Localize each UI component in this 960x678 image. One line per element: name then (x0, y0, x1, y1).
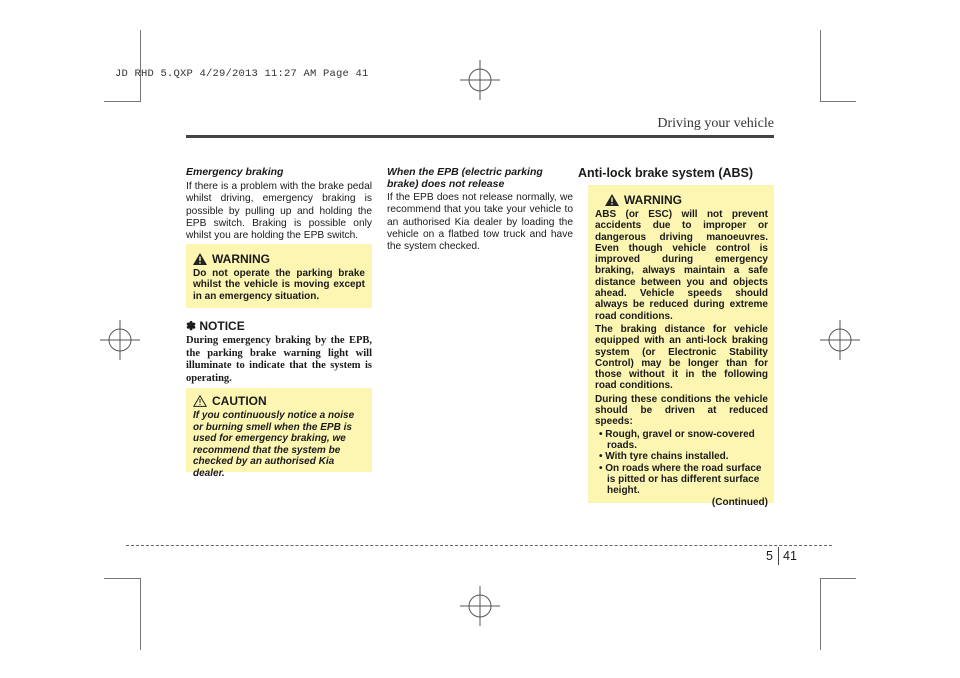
crop-mark (820, 101, 856, 102)
registration-mark-icon (100, 320, 140, 360)
crop-mark (820, 578, 856, 579)
notice-section (186, 319, 372, 385)
abs-warning-paragraph-2: The braking distance for vehicle equipped with an anti-lock braking system (or Electronic Stability Control) may be longer than for those without it in the following road conditions. (595, 323, 768, 392)
crop-mark (820, 30, 821, 102)
column-1 (186, 166, 372, 242)
epb-not-release-text: If the EPB does not release normally, we recommend that you take your vehicle to an authorised Kia dealer by loading the vehicle on a flatbed tow truck and have the system checked. (387, 192, 573, 253)
warning-box-parking-brake (186, 244, 372, 308)
header-rule (186, 135, 774, 138)
epb-not-release-heading: When the EPB (electric parking brake) does not release (387, 166, 543, 190)
crop-mark (104, 101, 140, 102)
caution-title: CAUTION (212, 394, 267, 408)
caution-text: If you continuously notice a noise or burning smell when the EPB is used for emergency braking, we recommend that the system be checked by an authorised Kia dealer. (193, 410, 355, 479)
page-number: 41 (783, 549, 797, 563)
warning-title: WARNING (212, 252, 270, 266)
crop-mark (140, 30, 141, 102)
chapter-number: 5 (766, 549, 773, 563)
continued-label: (Continued) (711, 497, 768, 509)
column-2 (387, 166, 573, 253)
notice-title: ✽ NOTICE (186, 319, 245, 333)
notice-text: During emergency braking by the EPB, the parking brake warning light will illuminate to indicate that the system is operating. (186, 335, 372, 384)
registration-mark-icon (460, 586, 500, 626)
page-number-separator (778, 547, 779, 565)
registration-mark-icon (460, 60, 500, 100)
list-item: • With tyre chains installed. (599, 451, 729, 463)
warning-triangle-icon (605, 194, 619, 206)
warning-box-abs (588, 185, 774, 509)
emergency-braking-text: If there is a problem with the brake pedal whilst driving, emergency braking is possible by pulling up and holding the EPB switch. Braking is possible only whilst you are holding the EPB switch. (186, 181, 372, 242)
list-item: • On roads where the road surface is pitted or has different surface height. (599, 462, 762, 497)
abs-heading: Anti-lock brake system (ABS) (578, 166, 754, 180)
list-item: • Rough, gravel or snow-covered roads. (599, 428, 755, 451)
warning-text: Do not operate the parking brake whilst the vehicle is moving except in an emergency situation. (193, 268, 365, 302)
registration-mark-icon (820, 320, 860, 360)
section-title: Driving your vehicle (657, 116, 774, 131)
warning-title: WARNING (624, 193, 682, 207)
road-conditions-list (595, 429, 768, 497)
abs-warning-paragraph-1: ABS (or ESC) will not prevent accidents due to improper or dangerous driving manoeuvres. Even though vehicle control is improved during emergency braking, always maintain a safe distance between you and objects ahead. Vehicle speeds should always be reduced during extreme road conditions. (595, 209, 768, 322)
abs-warning-paragraph-3: During these conditions the vehicle should be driven at reduced speeds: (595, 393, 768, 428)
caution-box-epb (186, 388, 372, 479)
footer-rule (126, 545, 832, 546)
warning-triangle-icon (193, 253, 207, 265)
crop-mark (820, 578, 821, 650)
crop-mark (140, 578, 141, 650)
emergency-braking-heading: Emergency braking (186, 166, 284, 178)
crop-mark (104, 578, 140, 579)
caution-triangle-icon (193, 395, 207, 407)
print-slug: JD RHD 5.QXP 4/29/2013 11:27 AM Page 41 (115, 68, 369, 80)
